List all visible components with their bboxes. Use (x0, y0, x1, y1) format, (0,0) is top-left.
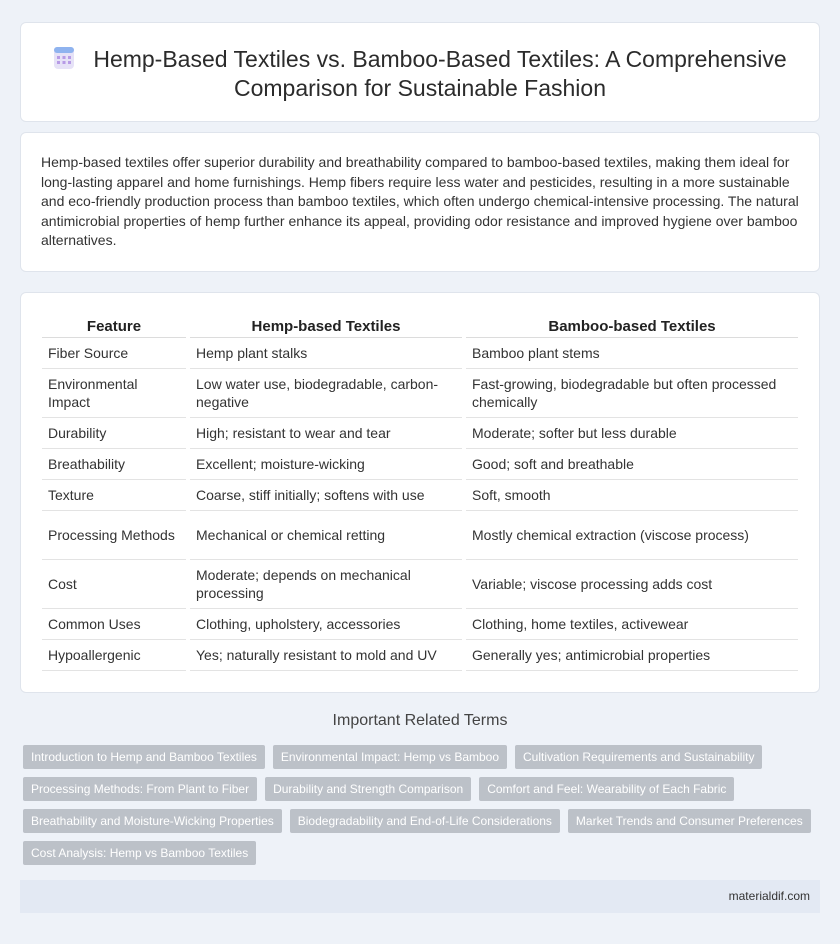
table-row (42, 369, 798, 418)
header-card (20, 22, 820, 122)
related-term-link[interactable]: Comfort and Feel: Wearability of Each Fabric (479, 777, 734, 801)
intro-paragraph: Hemp-based textiles offer superior durability and breathability compared to bamboo-based textiles, making them ideal for long-lasting apparel and home furnishings. Hemp fibers require less water and pesticides, resulting in a more sustainable and eco-friendly production process than bamboo textiles, which often undergo chemical-intensive processing. The natural antimicrobial properties of hemp further enhance its appeal, providing odor resistance and improved hygiene over bamboo alternatives. (41, 154, 799, 248)
page-title-text: Hemp-Based Textiles vs. Bamboo-Based Textiles: A Comprehensive Comparison for Sustainable Fashion (93, 46, 787, 101)
table-cell: Yes; naturally resistant to mold and UV (188, 640, 464, 671)
page-title (21, 23, 819, 103)
related-term-link[interactable]: Durability and Strength Comparison (265, 777, 471, 801)
related-term-link[interactable]: Breathability and Moisture-Wicking Properties (23, 809, 282, 833)
table-cell: Excellent; moisture-wicking (188, 449, 464, 480)
table-cell: Clothing, upholstery, accessories (188, 609, 464, 640)
comparison-card (20, 292, 820, 693)
related-term-link[interactable]: Cost Analysis: Hemp vs Bamboo Textiles (23, 841, 256, 865)
table-cell: Fast-growing, biodegradable but often processed chemically (464, 369, 798, 418)
table-cell: Low water use, biodegradable, carbon-negative (188, 369, 464, 418)
table-cell: Bamboo plant stems (464, 338, 798, 369)
grid-calculator-icon (53, 46, 75, 70)
table-cell: Coarse, stiff initially; softens with use (188, 480, 464, 511)
column-header: Hemp-based Textiles (188, 313, 464, 338)
comparison-table (42, 313, 798, 671)
related-term-link[interactable]: Introduction to Hemp and Bamboo Textiles (23, 745, 265, 769)
related-term-link[interactable]: Processing Methods: From Plant to Fiber (23, 777, 257, 801)
table-row (42, 560, 798, 609)
table-row (42, 480, 798, 511)
table-row (42, 640, 798, 671)
related-terms-title: Important Related Terms (332, 712, 508, 729)
footer (20, 880, 820, 913)
column-header: Bamboo-based Textiles (464, 313, 798, 338)
table-cell: Moderate; depends on mechanical processing (188, 560, 464, 609)
related-term-link[interactable]: Cultivation Requirements and Sustainability (515, 745, 762, 769)
table-cell: Hemp plant stalks (188, 338, 464, 369)
related-term-link[interactable]: Environmental Impact: Hemp vs Bamboo (273, 745, 507, 769)
related-term-link[interactable]: Biodegradability and End-of-Life Considerations (290, 809, 560, 833)
table-cell: Generally yes; antimicrobial properties (464, 640, 798, 671)
table-cell: Environmental Impact (42, 369, 188, 418)
table-cell: Fiber Source (42, 338, 188, 369)
table-cell: Mechanical or chemical retting (188, 511, 464, 560)
table-cell: Variable; viscose processing adds cost (464, 560, 798, 609)
table-cell: Hypoallergenic (42, 640, 188, 671)
table-cell: Cost (42, 560, 188, 609)
table-cell: Soft, smooth (464, 480, 798, 511)
table-cell: High; resistant to wear and tear (188, 418, 464, 449)
table-row (42, 449, 798, 480)
table-cell: Durability (42, 418, 188, 449)
column-header: Feature (42, 313, 188, 338)
table-cell: Clothing, home textiles, activewear (464, 609, 798, 640)
intro-card (20, 132, 820, 272)
table-row (42, 511, 798, 560)
table-header-row (42, 313, 798, 338)
table-cell: Processing Methods (42, 511, 188, 560)
table-row (42, 609, 798, 640)
table-cell: Texture (42, 480, 188, 511)
table-cell: Mostly chemical extraction (viscose process) (464, 511, 798, 560)
table-cell: Breathability (42, 449, 188, 480)
table-row (42, 338, 798, 369)
table-cell: Good; soft and breathable (464, 449, 798, 480)
site-name[interactable]: materialdif.com (728, 889, 810, 903)
table-row (42, 418, 798, 449)
table-cell: Moderate; softer but less durable (464, 418, 798, 449)
table-cell: Common Uses (42, 609, 188, 640)
related-term-link[interactable]: Market Trends and Consumer Preferences (568, 809, 811, 833)
related-terms-list (23, 745, 823, 865)
